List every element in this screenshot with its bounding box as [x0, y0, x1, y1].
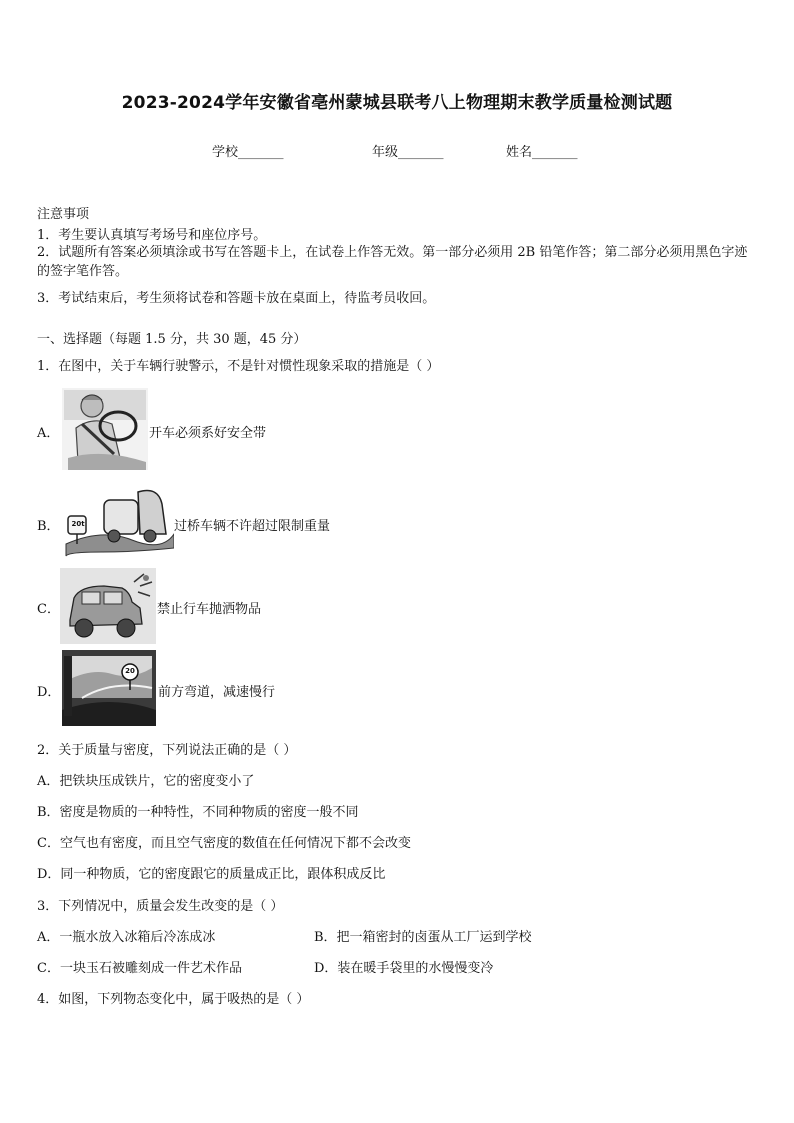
section-heading: 一、选择题（每题 1.5 分，共 30 题，45 分） [37, 332, 307, 347]
q1-option-b-letter[interactable]: B． [37, 519, 60, 534]
student-info-fields [0, 141, 794, 159]
curve-road-image [62, 650, 156, 726]
q1-option-c-text: 禁止行车抛洒物品 [157, 602, 262, 617]
question-2-stem: 2．关于质量与密度，下列说法正确的是（ ） [37, 743, 297, 758]
school-field[interactable] [212, 141, 284, 160]
grade-blank: _______ [398, 145, 444, 160]
question-3-stem: 3．下列情况中，质量会发生改变的是（ ） [37, 899, 284, 914]
q3-option-c[interactable]: C．一块玉石被雕刻成一件艺术作品 [37, 961, 242, 976]
notice-item-2: 2．试题所有答案必须填涂或书写在答题卡上，在试卷上作答无效。第一部分必须用 2B 铅笔作答；第二部分必须用黑色字迹的签字笔作答。 [37, 245, 748, 279]
school-blank: _______ [238, 145, 284, 160]
school-label: 学校 [212, 145, 239, 160]
q3-option-a[interactable]: A．一瓶水放入冰箱后冷冻成冰 [37, 930, 216, 945]
bridge-truck-image [62, 482, 174, 560]
q2-option-a[interactable]: A．把铁块压成铁片，它的密度变小了 [37, 774, 255, 789]
q1-option-b-text: 过桥车辆不许超过限制重量 [174, 519, 331, 534]
grade-label: 年级 [372, 145, 399, 160]
question-1-stem: 1．在图中，关于车辆行驶警示，不是针对惯性现象采取的措施是（ ） [37, 359, 440, 374]
name-label: 姓名 [506, 145, 533, 160]
notice-item-1: 1．考生要认真填写考场号和座位序号。 [37, 228, 267, 243]
q1-option-a-letter[interactable]: A． [37, 426, 60, 441]
speed-limit-sign: 20 [125, 667, 135, 675]
question-4-stem: 4．如图，下列物态变化中，属于吸热的是（ ） [37, 992, 310, 1007]
car-throwing-items-image [60, 568, 156, 644]
q3-option-b[interactable]: B．把一箱密封的卤蛋从工厂运到学校 [314, 930, 532, 945]
name-blank: _______ [532, 145, 578, 160]
q1-option-d-letter[interactable]: D． [37, 685, 61, 700]
q2-option-d[interactable]: D．同一种物质，它的密度跟它的质量成正比，跟体积成反比 [37, 867, 386, 882]
q3-option-d[interactable]: D．装在暖手袋里的水慢慢变冷 [314, 961, 494, 976]
q2-option-b[interactable]: B．密度是物质的一种特性，不同种物质的密度一般不同 [37, 805, 359, 820]
seatbelt-driver-image [62, 388, 148, 470]
notice-heading: 注意事项 [37, 207, 90, 222]
notice-item-3: 3．考试结束后，考生须将试卷和答题卡放在桌面上，待监考员收回。 [37, 291, 436, 306]
q1-option-a-text: 开车必须系好安全带 [149, 426, 267, 441]
q2-option-c[interactable]: C．空气也有密度，而且空气密度的数值在任何情况下都不会改变 [37, 836, 411, 851]
name-field[interactable] [506, 141, 578, 160]
weight-limit-sign: 20t [71, 520, 85, 528]
q1-option-c-letter[interactable]: C． [37, 602, 60, 617]
q1-option-d-text: 前方弯道，减速慢行 [158, 685, 276, 700]
exam-title: 2023-2024学年安徽省亳州蒙城县联考八上物理期末教学质量检测试题 [121, 93, 673, 113]
grade-field[interactable] [372, 141, 444, 160]
